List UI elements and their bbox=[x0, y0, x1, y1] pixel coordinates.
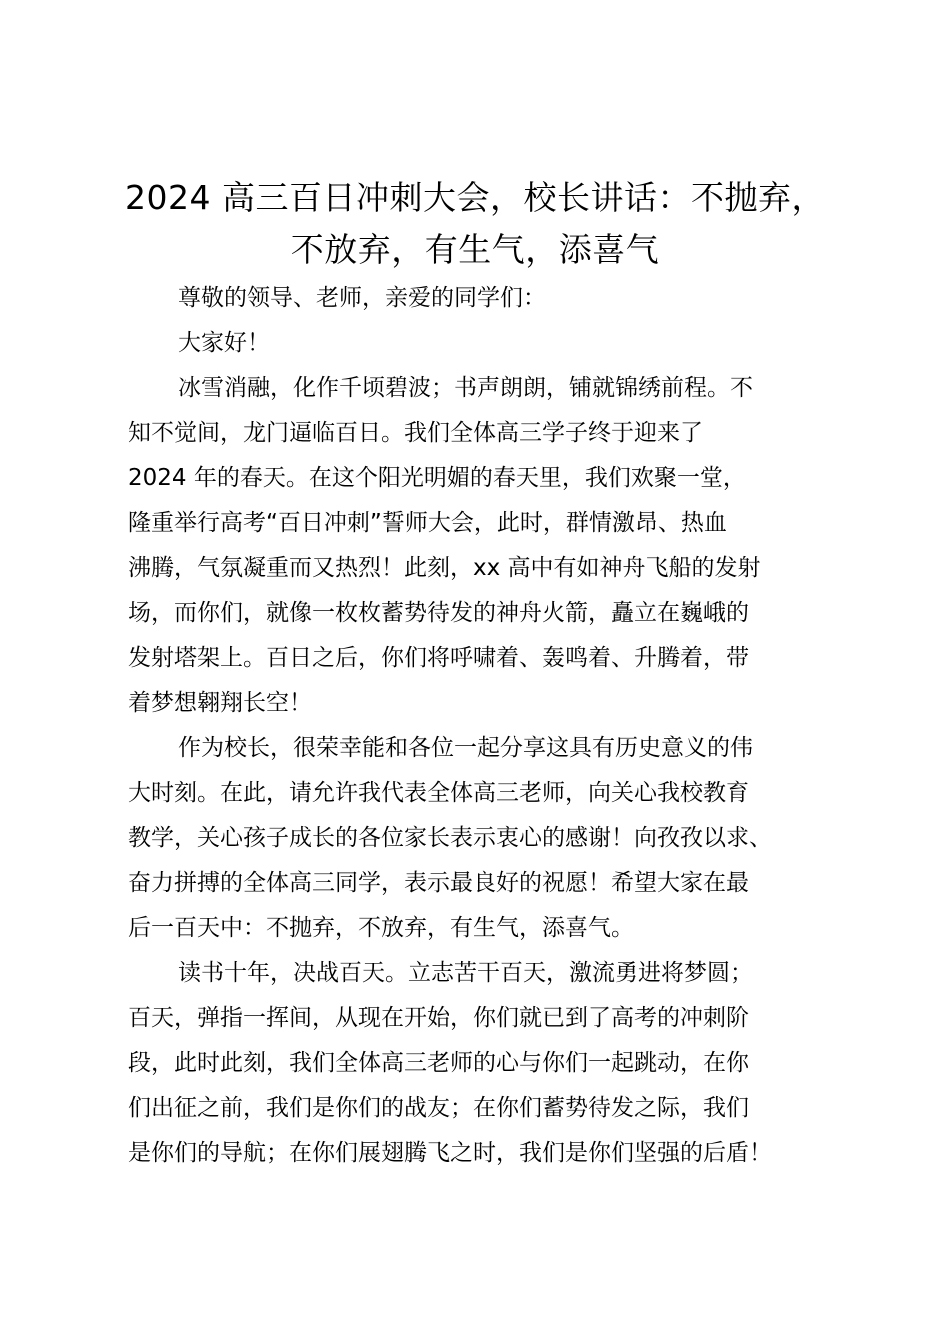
title-line-1: 2024 高三百日冲刺大会，校长讲话：不抛弃， bbox=[125, 178, 825, 217]
paragraph-hundred-days bbox=[128, 951, 833, 1176]
text-line: 百天，弹指一挥间，从现在开始，你们就已到了高考的冲刺阶 bbox=[128, 1005, 749, 1031]
text-line: 沸腾，气氛凝重而又热烈！此刻，xx 高中有如神舟飞船的发射 bbox=[128, 555, 761, 581]
paragraph-opening bbox=[128, 366, 833, 726]
text-line: 是你们的导航；在你们展翅腾飞之时，我们是你们坚强的后盾！ bbox=[128, 1140, 772, 1166]
text-line: 段，此时此刻，我们全体高三老师的心与你们一起跳动，在你 bbox=[128, 1050, 749, 1076]
text-line: 读书十年，决战百天。立志苦干百天，激流勇进将梦圆； bbox=[178, 960, 753, 986]
text-line: 场，而你们，就像一枚枚蓄势待发的神舟火箭，矗立在巍峨的 bbox=[128, 600, 749, 626]
text-line: 大家好！ bbox=[178, 330, 270, 356]
text-line: 发射塔架上。百日之后，你们将呼啸着、轰鸣着、升腾着，带 bbox=[128, 645, 749, 671]
paragraph-salutation bbox=[128, 276, 833, 321]
text-line: 教学，关心孩子成长的各位家长表示衷心的感谢！向孜孜以求、 bbox=[128, 825, 772, 851]
text-line: 2024 年的春天。在这个阳光明媚的春天里，我们欢聚一堂， bbox=[128, 465, 746, 491]
paragraph-greeting bbox=[128, 321, 833, 366]
document-body bbox=[128, 276, 833, 1176]
text-line: 大时刻。在此，请允许我代表全体高三老师，向关心我校教育 bbox=[128, 780, 749, 806]
paragraph-principal bbox=[128, 726, 833, 951]
text-line: 隆重举行高考“百日冲刺”誓师大会，此时，群情激昂、热血 bbox=[128, 510, 727, 536]
text-line: 奋力拼搏的全体高三同学，表示最良好的祝愿！希望大家在最 bbox=[128, 870, 749, 896]
document-title bbox=[110, 172, 840, 276]
text-line: 后一百天中：不抛弃，不放弃，有生气，添喜气。 bbox=[128, 915, 634, 941]
text-line: 知不觉间，龙门逼临百日。我们全体高三学子终于迎来了 bbox=[128, 420, 703, 446]
text-line: 冰雪消融，化作千顷碧波；书声朗朗，铺就锦绣前程。不 bbox=[178, 375, 753, 401]
text-line: 们出征之前，我们是你们的战友；在你们蓄势待发之际，我们 bbox=[128, 1095, 749, 1121]
text-line: 作为校长，很荣幸能和各位一起分享这具有历史意义的伟 bbox=[178, 735, 753, 761]
text-line: 着梦想翱翔长空！ bbox=[128, 690, 312, 716]
title-line-2: 不放弃，有生气，添喜气 bbox=[290, 230, 660, 269]
text-line: 尊敬的领导、老师，亲爱的同学们： bbox=[178, 285, 546, 311]
